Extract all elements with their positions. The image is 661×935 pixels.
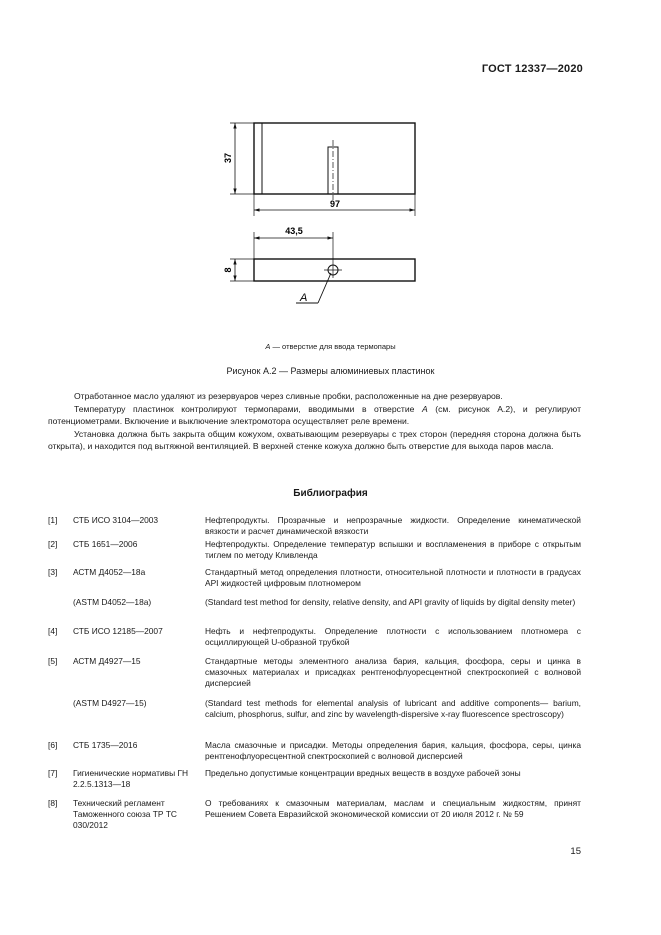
dim-thickness-label: 8 — [223, 267, 233, 273]
figure-legend — [0, 342, 661, 351]
aluminium-plate-drawing — [0, 0, 661, 340]
legend-letter: A — [265, 342, 271, 351]
legend-text: — отверстие для ввода термопары — [270, 342, 396, 351]
dim-height-label: 37 — [223, 152, 233, 164]
bibliography-title: Библиография — [293, 488, 368, 499]
paragraph-1: Отработанное масло удаляют из резервуаров через сливные пробки, расположенные на дне резервуаров. — [74, 391, 503, 401]
figure-caption: Рисунок А.2 — Размеры алюминиевых пластинок — [226, 366, 435, 376]
plate-top-view — [254, 123, 415, 194]
dim-offset-label: 43,5 — [285, 226, 303, 236]
paragraph-3: Установка должна быть закрыта общим кожухом, охватывающим резервуары с трех сторон (передняя сторона должна быть открыта), и находится под вытяжной вентиляцией. В верхней стенке кожуха должно быть отверстие для выхода паров масла. — [48, 428, 581, 452]
body-text — [48, 390, 581, 453]
dim-width-label: 97 — [329, 199, 341, 209]
document-header: ГОСТ 12337—2020 — [481, 63, 583, 75]
page-number: 15 — [570, 846, 581, 857]
paragraph-2: Температуру пластинок контролируют термопарами, вводимыми в отверстие А (см. рисунок А.2), и регулируют потенциометрами. Включение и выключение электромотора осуществляет реле времени. — [48, 403, 582, 427]
callout-label: A — [300, 292, 308, 304]
